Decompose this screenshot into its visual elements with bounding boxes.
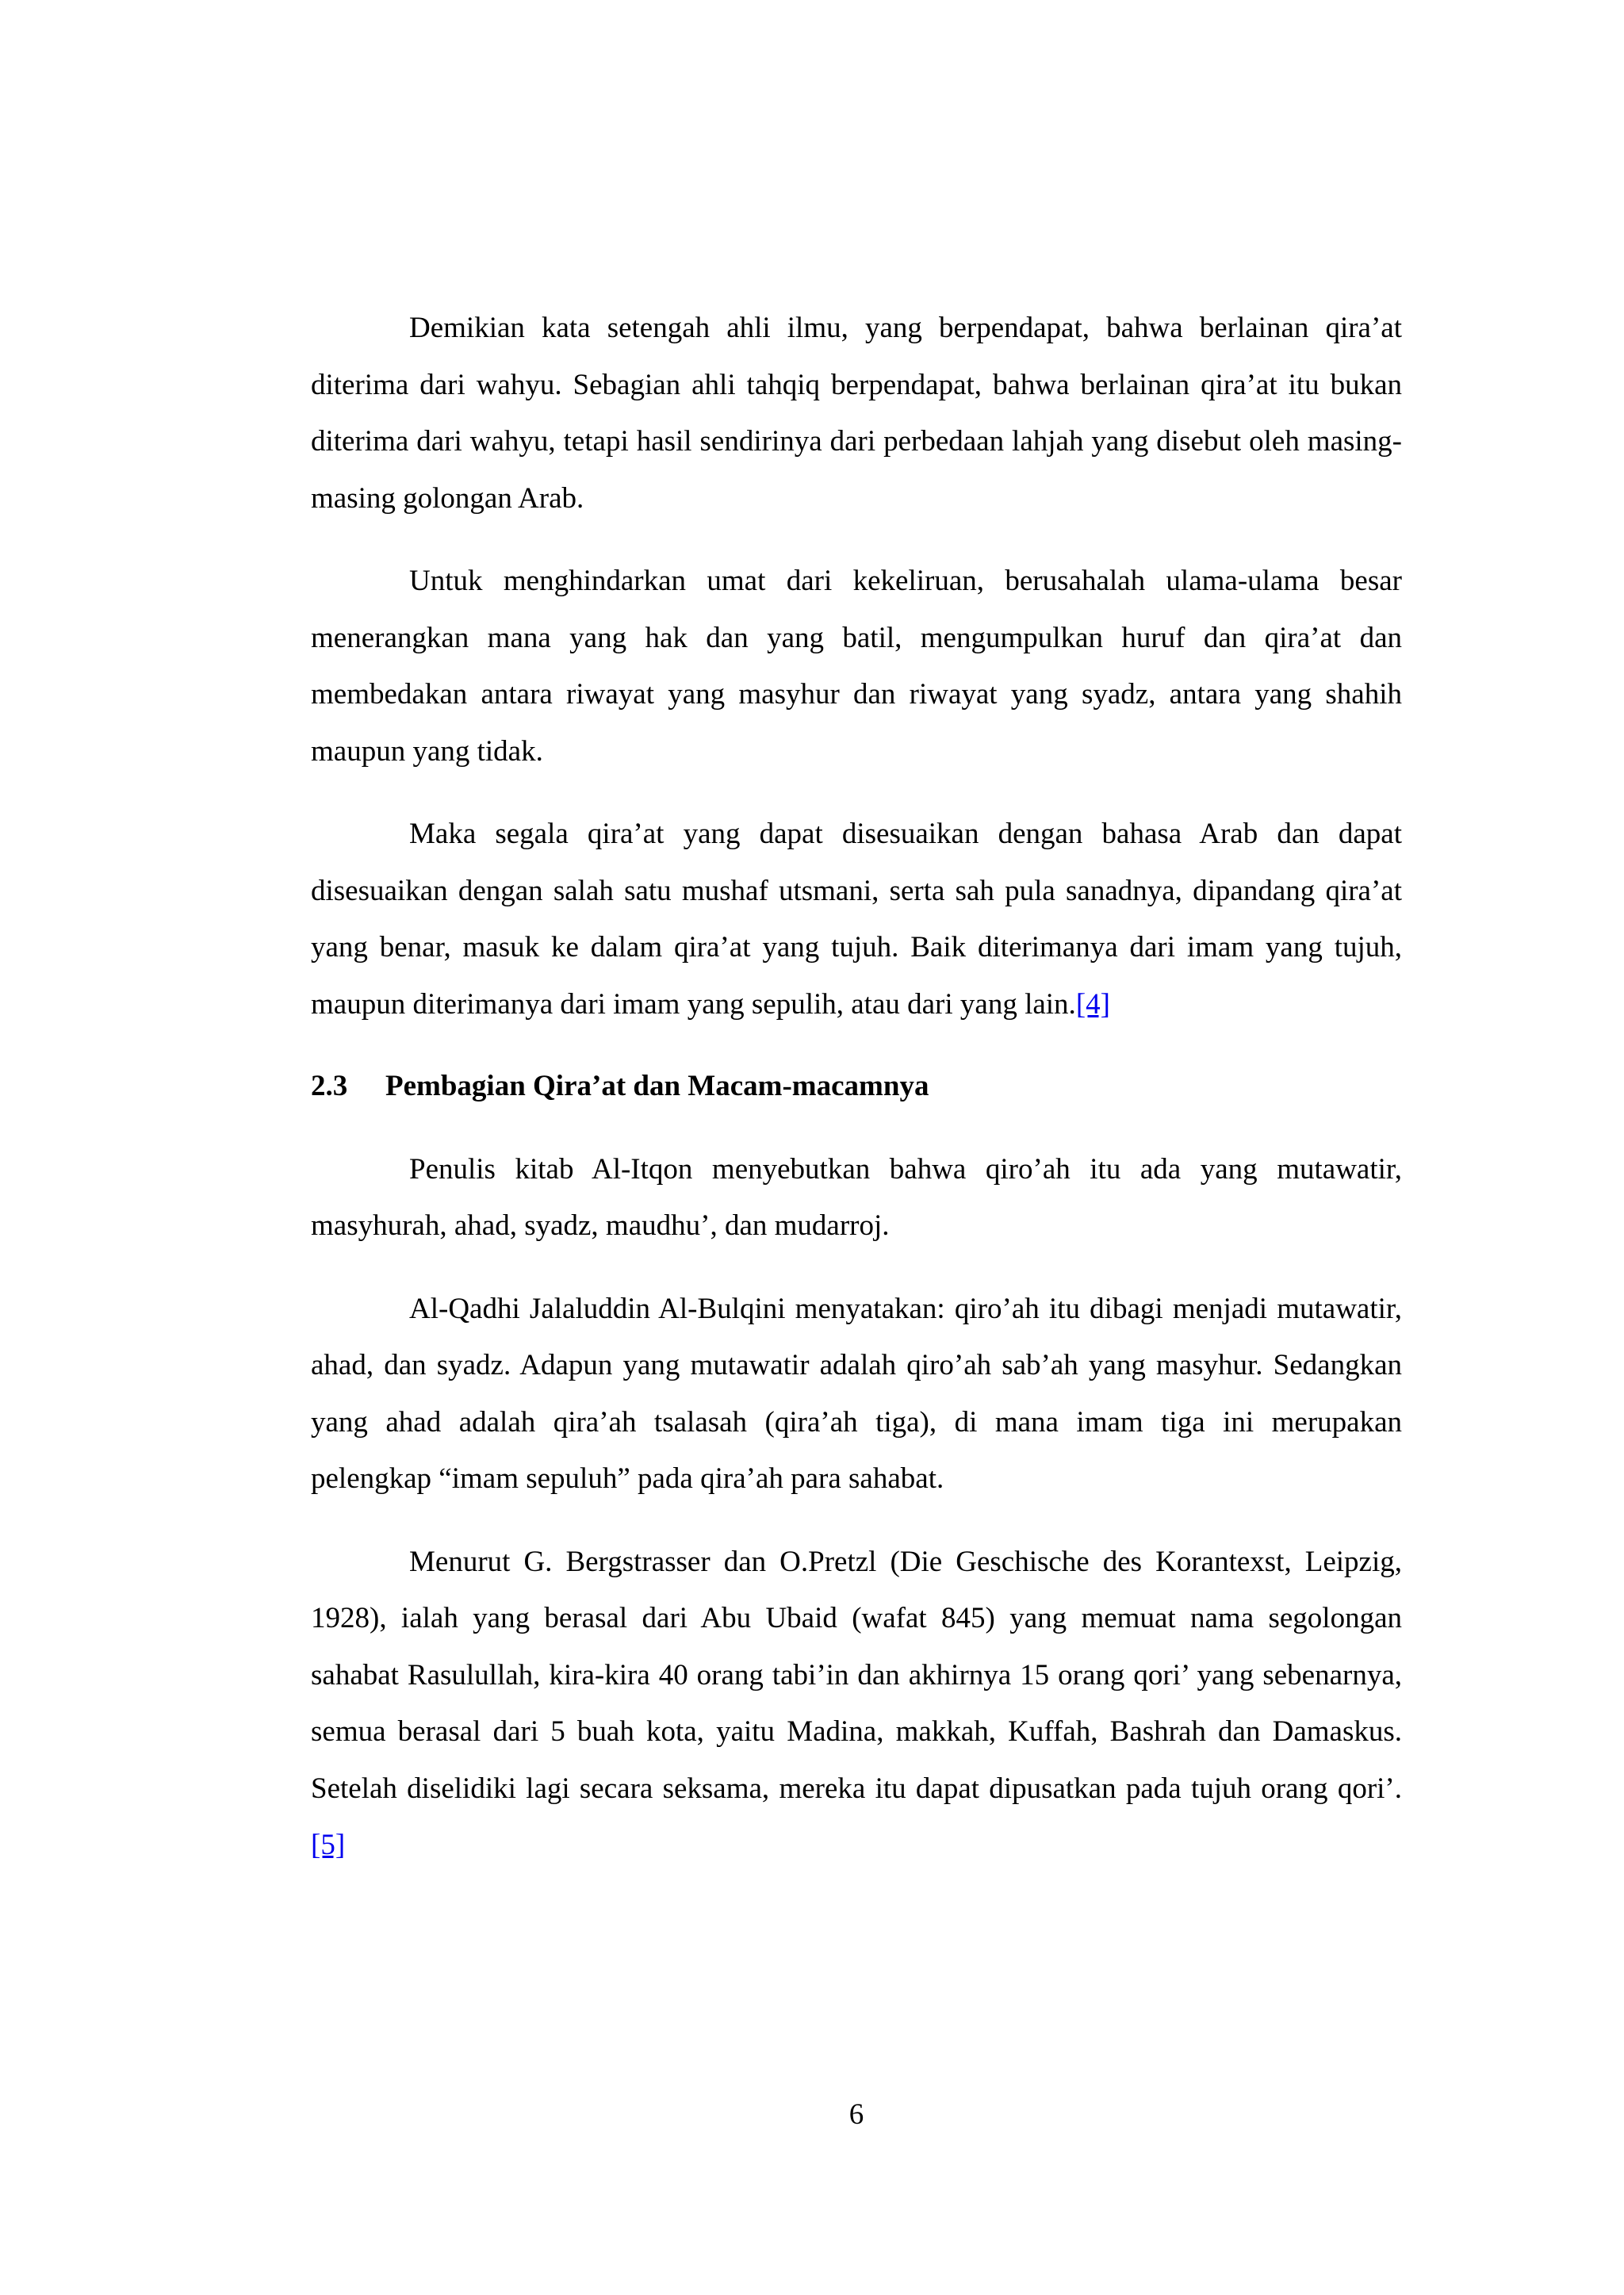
- paragraph-2-text: Untuk menghindarkan umat dari kekeliruan, berusahalah ulama-ulama besar menerangkan mana yang hak dan yang batil, mengumpulkan huruf dan qira’at dan membedakan antara riwayat yang masyhur dan riwayat yang syadz, antara yang shahih maupun yang tidak.: [311, 565, 1402, 768]
- page-number: 6: [848, 2098, 864, 2131]
- footnote-link-5[interactable]: [5]: [311, 1829, 346, 1861]
- paragraph-2: [311, 553, 1402, 780]
- footnote-link-4[interactable]: [4]: [1075, 987, 1110, 1021]
- paragraph-1-text: Demikian kata setengah ahli ilmu, yang berpendapat, bahwa berlainan qira’at diterima dari wahyu. Sebagian ahli tahqiq berpendapat, bahwa berlainan qira’at itu bukan diterima dari wahyu, tetapi hasil sendirinya dari perbedaan lahjah yang disebut oleh masing-masing golongan Arab.: [311, 312, 1402, 515]
- paragraph-5: [311, 1281, 1402, 1508]
- section-number: 2.3: [311, 1070, 348, 1102]
- paragraph-5-text: Al-Qadhi Jalaluddin Al-Bulqini menyatakan: qiro’ah itu dibagi menjadi mutawatir, ahad, dan syadz. Adapun yang mutawatir adalah qiro’ah sab’ah yang masyhur. Sedangkan yang ahad adalah qira’ah tsalasah (qira’ah tiga), di mana imam tiga ini merupakan pelengkap “imam sepuluh” pada qira’ah para sahabat.: [311, 1292, 1402, 1495]
- paragraph-3-text: Maka segala qira’at yang dapat disesuaikan dengan bahasa Arab dan dapat disesuaikan dengan salah satu mushaf utsmani, serta sah pula sanadnya, dipandang qira’at yang benar, masuk ke dalam qira’at yang tujuh. Baik diterimanya dari imam yang tujuh, maupun diterimanya dari imam yang sepulih, atau dari yang lain.: [311, 818, 1402, 1021]
- section-title: Pembagian Qira’at dan Macam-macamnya: [385, 1070, 929, 1102]
- paragraph-4: [311, 1141, 1402, 1255]
- section-heading: [311, 1058, 1402, 1115]
- paragraph-3: [311, 806, 1402, 1033]
- page-content: [311, 300, 1402, 1900]
- paragraph-6-text: Menurut G. Bergstrasser dan O.Pretzl (Die Geschische des Korantexst, Leipzig, 1928), ialah yang berasal dari Abu Ubaid (wafat 845) yang memuat nama segolongan sahabat Rasulullah, kira-kira 40 orang tabi’in dan akhirnya 15 orang qori’ yang sebenarnya, semua berasal dari 5 buah kota, yaitu Madina, makkah, Kuffah, Bashrah dan Damaskus. Setelah diselidiki lagi secara seksama, mereka itu dapat dipusatkan pada tujuh orang qori’.: [311, 1545, 1402, 1805]
- paragraph-6: [311, 1534, 1402, 1874]
- paragraph-1: [311, 300, 1402, 527]
- paragraph-4-text: Penulis kitab Al-Itqon menyebutkan bahwa qiro’ah itu ada yang mutawatir, masyhurah, ahad, syadz, maudhu’, dan mudarroj.: [311, 1152, 1402, 1242]
